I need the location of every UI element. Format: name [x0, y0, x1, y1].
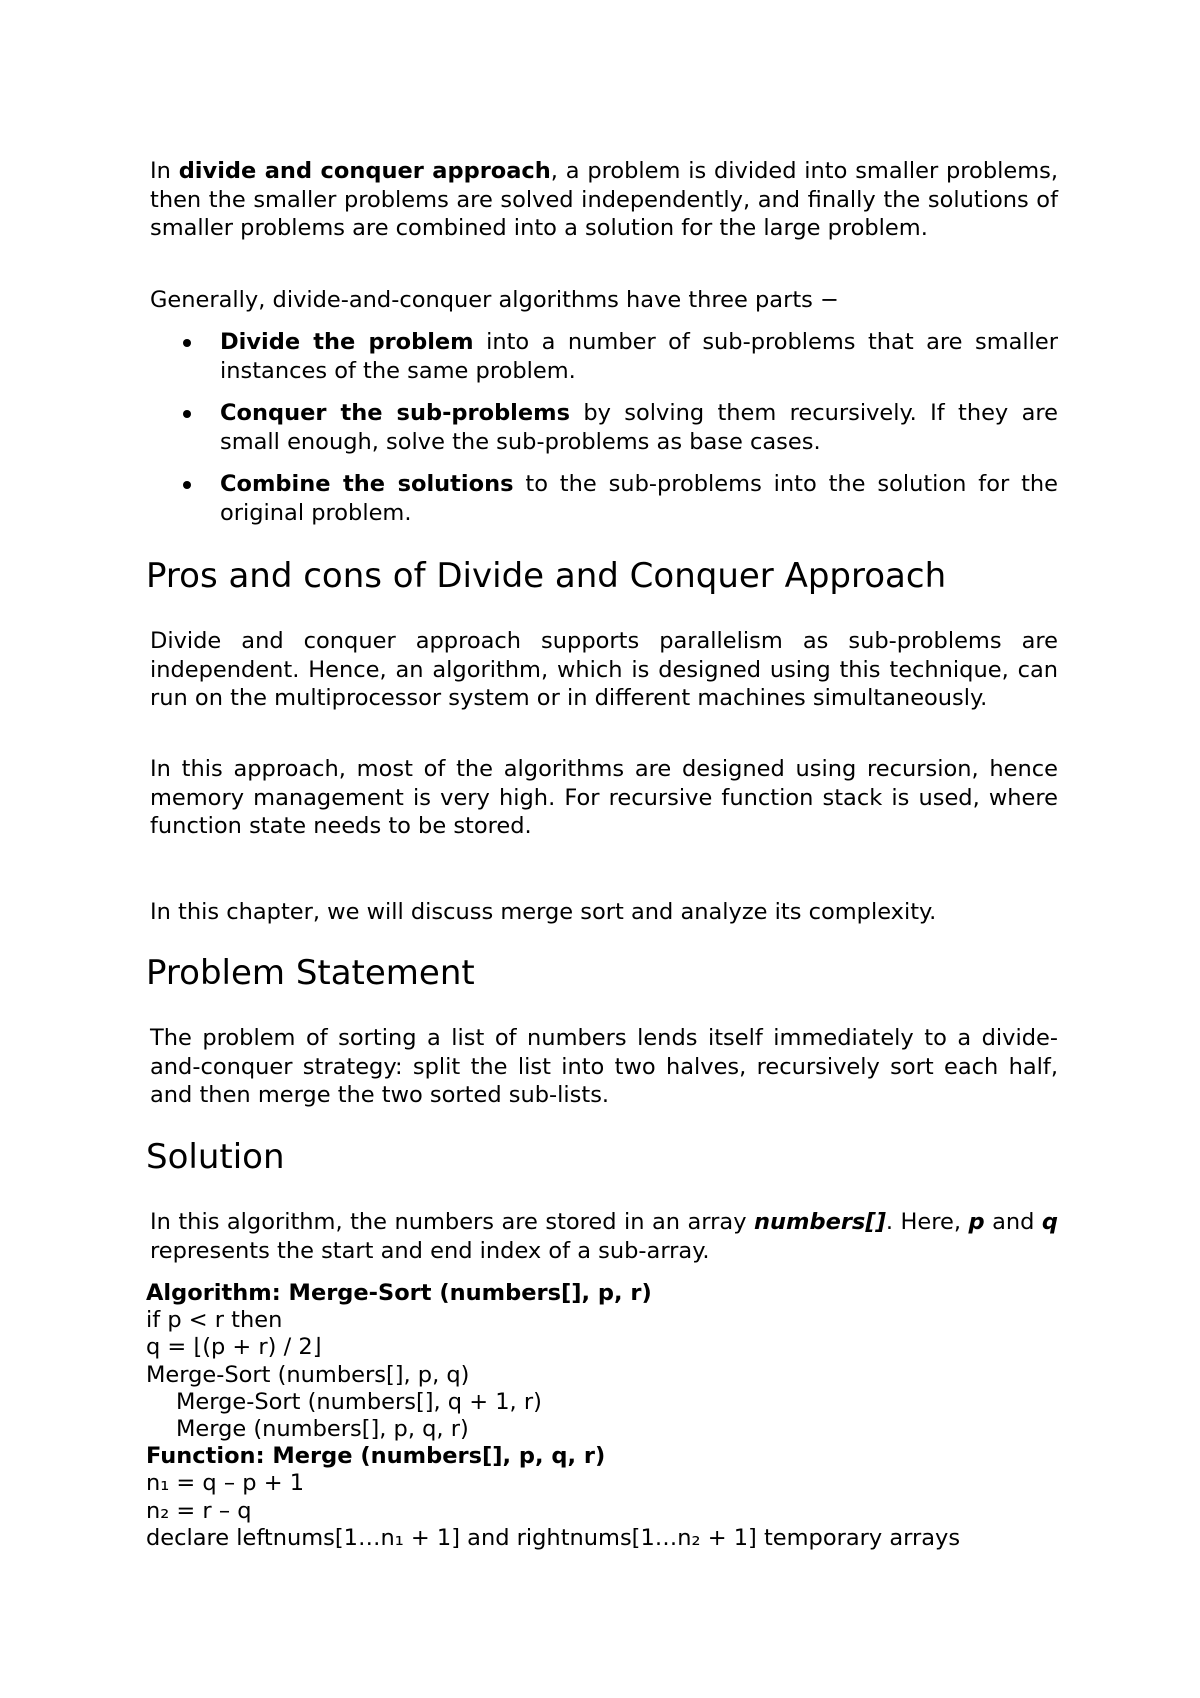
intro-term: divide and conquer approach	[178, 158, 551, 184]
pros-cons-paragraph-1: Divide and conquer approach supports parallelism as sub-problems are independent. Hence, an algorithm, which is designed using this technique, can run on the multiprocessor system or in different machines simultaneously.	[150, 628, 1058, 711]
q-var: q	[1041, 1209, 1058, 1235]
p-var: p	[968, 1209, 985, 1235]
bullet-icon	[183, 481, 191, 489]
function-title	[146, 1443, 1076, 1470]
bullet-icon	[183, 339, 191, 347]
intro-paragraph	[150, 157, 1058, 243]
algorithm-line: Merge-Sort (numbers[], p, q)	[146, 1361, 470, 1388]
algorithm-line: q = ⌊(p + r) / 2⌋	[146, 1334, 322, 1361]
algorithm-title-text: Algorithm: Merge-Sort (numbers[], p, r)	[146, 1280, 652, 1306]
function-line: n₁ = q – p + 1	[146, 1470, 305, 1497]
solution-text-2: . Here,	[885, 1209, 969, 1235]
list-item	[150, 328, 1058, 385]
pros-cons-heading: Pros and cons of Divide and Conquer Approach	[146, 556, 947, 596]
part-bold: Divide the problem	[220, 329, 474, 355]
bullet-icon	[183, 410, 191, 418]
solution-heading: Solution	[146, 1137, 285, 1177]
part-text: by solving them recursively. If they are small enough, solve the sub-problems as base cases.	[220, 400, 1058, 455]
solution-text-4: represents the start and end index of a sub-array.	[150, 1237, 710, 1264]
pros-cons-paragraph-2: In this approach, most of the algorithms are designed using recursion, hence memory management is very high. For recursive function stack is used, where function state needs to be stored.	[150, 756, 1058, 839]
problem-paragraph: The problem of sorting a list of numbers lends itself immediately to a divide-and-conquer strategy: split the list into two halves, recursively sort each half, and then merge the two sorted sub-lists.	[150, 1025, 1058, 1108]
list-item	[150, 399, 1058, 456]
solution-text-1: In this algorithm, the numbers are stored in an array	[150, 1209, 754, 1235]
solution-text-3: and	[984, 1209, 1042, 1235]
problem-heading: Problem Statement	[146, 953, 475, 993]
algorithm-title	[146, 1280, 1076, 1307]
solution-paragraph	[150, 1208, 1058, 1265]
part-text: to the sub-problems into the solution for the original problem.	[220, 471, 1059, 526]
algorithm-block	[146, 1280, 1076, 1552]
function-title-text: Function: Merge (numbers[], p, q, r)	[146, 1443, 606, 1470]
chapter-note: In this chapter, we will discuss merge sort and analyze its complexity.	[150, 899, 937, 925]
algorithm-line: if p < r then	[146, 1307, 283, 1334]
array-name: numbers[]	[753, 1209, 886, 1235]
generally-line: Generally, divide-and-conquer algorithms have three parts −	[150, 287, 839, 313]
part-text: into a number of sub-problems that are smaller instances of the same problem.	[220, 329, 1058, 384]
algorithm-line: Merge-Sort (numbers[], q + 1, r)	[176, 1388, 542, 1415]
algorithm-line: Merge (numbers[], p, q, r)	[176, 1416, 469, 1443]
part-bold: Conquer the sub-problems	[220, 400, 570, 426]
part-bold: Combine the solutions	[220, 471, 514, 497]
function-line: declare leftnums[1…n₁ + 1] and rightnums[1…n₂ + 1] temporary arrays	[146, 1524, 961, 1551]
list-item	[150, 470, 1058, 527]
intro-rest: , a problem is divided into smaller problems, then the smaller problems are solved independently, and finally the solutions of smaller problems are combined into a solution for the large problem.	[150, 158, 1058, 241]
parts-list	[150, 328, 1058, 527]
intro-prefix: In	[150, 158, 179, 184]
function-line: n₂ = r – q	[146, 1497, 252, 1524]
